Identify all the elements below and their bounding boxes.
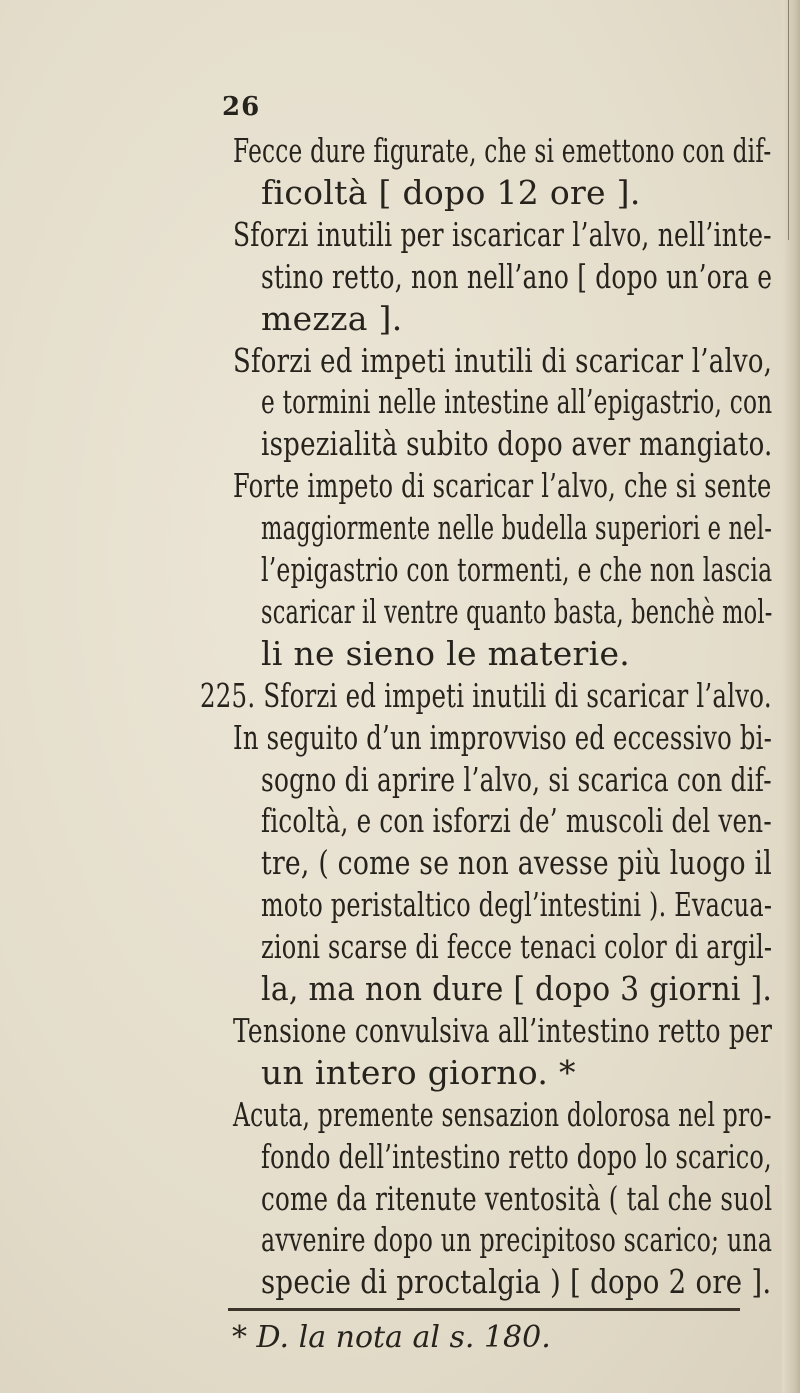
text-line: avvenire dopo un precipitoso scarico; una xyxy=(261,1220,773,1260)
text-line: stino retto, non nell’ano [ dopo un’ora e xyxy=(261,256,773,296)
text-line: ispezialità subito dopo aver mangiato. xyxy=(261,424,773,464)
text-line: come da ritenute ventosità ( tal che suol xyxy=(261,1178,773,1218)
text-line: zioni scarse di fecce tenaci color di argil- xyxy=(261,927,773,967)
text-line: In seguito d’un improvviso ed eccessivo bi- xyxy=(233,717,773,757)
text-line: maggiormente nelle budella superiori e nel- xyxy=(261,508,773,548)
text-line: sogno di aprire l’alvo, si scarica con dif- xyxy=(261,759,772,799)
footnote-rule xyxy=(228,1308,740,1311)
text-line: specie di proctalgia ) [ dopo 2 ore ]. xyxy=(261,1262,772,1302)
page-number: 26 xyxy=(222,92,261,122)
footnote-text: D. la nota al s. 180. xyxy=(256,1320,551,1355)
text-line: Fecce dure figurate, che si emettono con dif- xyxy=(233,131,772,170)
text-line: Acuta, premente sensazion dolorosa nel pro- xyxy=(233,1094,772,1134)
text-line: li ne sieno le materie. xyxy=(261,633,631,673)
text-line: e tormini nelle intestine all’epigastrio, con xyxy=(261,382,773,422)
section-heading: 225. Sforzi ed impeti inutili di scaricar l’alvo. xyxy=(200,675,772,715)
text-line: Forte impeto di scaricar l’alvo, che si sente xyxy=(233,466,772,506)
text-line: Sforzi ed impeti inutili di scaricar l’alvo, xyxy=(233,340,773,380)
text-line: scaricar il ventre quanto basta, benchè mol- xyxy=(261,591,773,631)
text-line: Tensione convulsiva all’intestino retto per xyxy=(233,1010,773,1050)
text-line: l’epigastrio con tormenti, e che non lascia xyxy=(261,550,773,589)
text-line: un intero giorno. * xyxy=(261,1052,576,1092)
text-line: fondo dell’intestino retto dopo lo scarico, xyxy=(261,1136,772,1176)
footnote-marker: * xyxy=(232,1320,257,1355)
page-edge xyxy=(782,0,800,1393)
text-line: mezza ]. xyxy=(261,298,403,338)
text-line: la, ma non dure [ dopo 3 giorni ]. xyxy=(261,969,773,1008)
footnote xyxy=(232,1318,551,1358)
text-line: Sforzi inutili per iscaricar l’alvo, nell’inte- xyxy=(233,214,772,254)
text-line: moto peristaltico degl’intestini ). Evacua- xyxy=(261,885,773,925)
text-line: tre, ( come se non avesse più luogo il xyxy=(261,843,773,883)
page-edge-line xyxy=(788,0,789,240)
text-line: ficoltà [ dopo 12 ore ]. xyxy=(261,172,641,212)
text-line: ficoltà, e con isforzi de’ muscoli del ven- xyxy=(261,801,772,841)
